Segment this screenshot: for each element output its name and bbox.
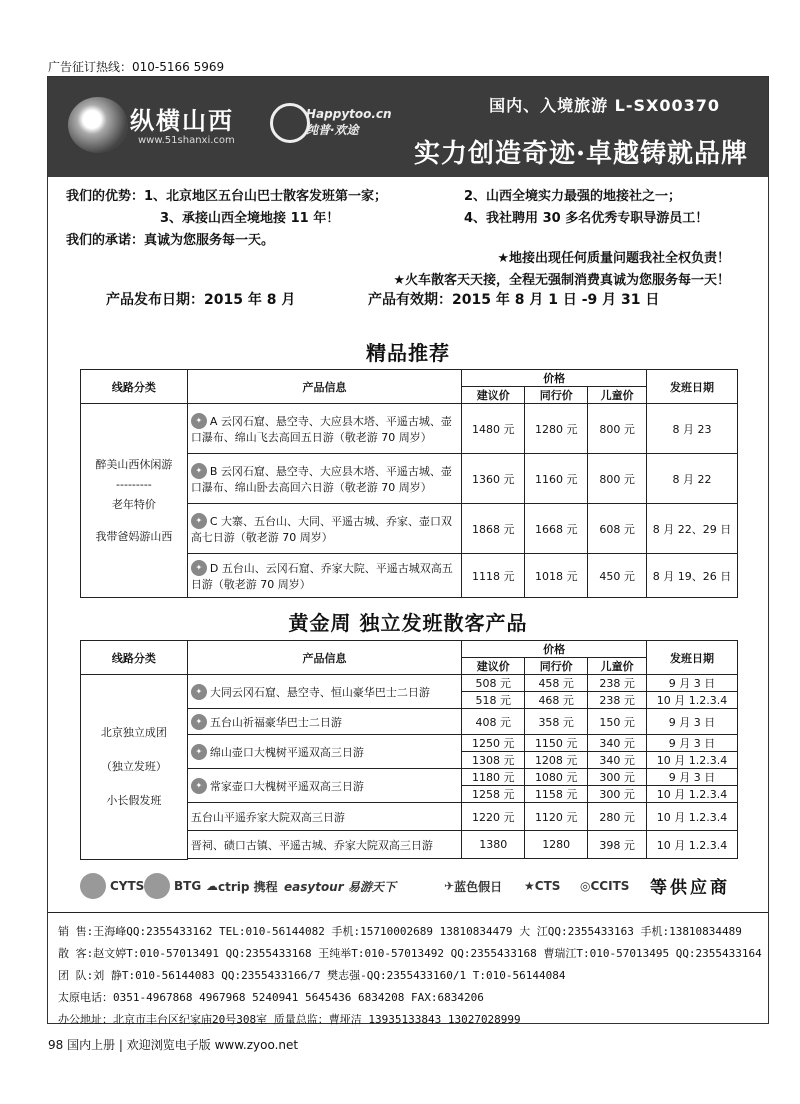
price-peer: 358 元 <box>525 709 588 735</box>
price-suggested: 408 元 <box>462 709 525 735</box>
price-suggested: 1118 元 <box>462 554 525 598</box>
price-child: 340 元 <box>588 752 647 769</box>
price-child: 300 元 <box>588 769 647 786</box>
blue-holiday-icon: ✈ <box>444 879 455 893</box>
price-child: 238 元 <box>588 675 647 692</box>
product-info: ✦ C 大寨、五台山、大同、平遥古城、乔家、壶口双高七日游（敬老游 70 周岁） <box>187 504 461 554</box>
price-peer: 1160 元 <box>525 454 588 504</box>
brand-url: www.51shanxi.com <box>138 135 235 146</box>
advantage-2: 2、山西全境实力最强的地接社之一； <box>464 189 682 204</box>
category-label: 小长假发班 <box>106 793 162 807</box>
category-label: 老年特价 <box>111 497 156 511</box>
badge-icon: ✦ <box>191 513 207 529</box>
col-suggested: 建议价 <box>462 387 525 404</box>
price-suggested: 508 元 <box>462 675 525 692</box>
category-label: （独立发班） <box>100 759 167 773</box>
price-child: 300 元 <box>588 786 647 803</box>
product-info: ✦ 五台山祈福豪华巴士二日游 <box>187 709 461 735</box>
price-suggested: 1380 <box>462 831 525 859</box>
section-title-golden-week: 黄金周 独立发班散客产品 <box>288 611 528 635</box>
product-info: 五台山平遥乔家大院双高三日游 <box>187 803 461 831</box>
brand-name: 纵横山西 <box>130 106 234 135</box>
supplier-logo: ✈ 蓝色假日 <box>444 879 503 894</box>
table-row <box>81 404 738 454</box>
col-price: 价格 <box>462 370 647 387</box>
col-info: 产品信息 <box>187 370 461 404</box>
table-row <box>81 675 738 692</box>
badge-icon: ✦ <box>191 684 207 700</box>
guarantee-1: ★地接出现任何质量问题我社全权负责！ <box>497 251 730 266</box>
price-suggested: 1180 元 <box>462 769 525 786</box>
price-child: 608 元 <box>588 504 647 554</box>
promise: 我们的承诺：真诚为您服务每一天。 <box>66 233 275 248</box>
col-category: 线路分类 <box>81 370 188 404</box>
depart-date: 8 月 19、26 日 <box>647 554 738 598</box>
product-info: ✦ A 云冈石窟、悬空寺、大应县木塔、平遥古城、壶口瀑布、绵山飞去高回五日游（敬老游 70 周岁） <box>187 404 461 454</box>
ad-hotline: 广告征订热线：010-5166 5969 <box>48 60 225 74</box>
supplier-logos <box>78 867 768 905</box>
badge-icon: ✦ <box>191 463 207 479</box>
depart-date: 9 月 3 日 <box>647 675 738 692</box>
price-peer: 468 元 <box>525 692 588 709</box>
license-number: 国内、入境旅游 L-SX00370 <box>489 96 720 115</box>
price-child: 238 元 <box>588 692 647 709</box>
supplier-logo: CYTS <box>80 871 144 901</box>
depart-date: 8 月 23 <box>647 404 738 454</box>
price-peer: 1668 元 <box>525 504 588 554</box>
supplier-logo: ◎ CCITS <box>580 879 630 893</box>
price-peer: 1120 元 <box>525 803 588 831</box>
price-peer: 1280 <box>525 831 588 859</box>
product-info: 晋祠、碛口古镇、平遥古城、乔家大院双高三日游 <box>187 831 461 859</box>
category-label: 我带爸妈游山西 <box>95 529 173 543</box>
category-label: 醉美山西休闲游 <box>95 457 173 471</box>
price-suggested: 1258 元 <box>462 786 525 803</box>
price-child: 150 元 <box>588 709 647 735</box>
price-suggested: 1360 元 <box>462 454 525 504</box>
col-suggested: 建议价 <box>462 658 525 675</box>
section-title-featured: 精品推荐 <box>366 341 450 365</box>
price-peer: 1158 元 <box>525 786 588 803</box>
depart-date: 10 月 1.2.3.4 <box>647 752 738 769</box>
badge-icon: ✦ <box>191 744 207 760</box>
advantage-1: 我们的优势：1、北京地区五台山巴士散客发班第一家； <box>66 189 388 204</box>
category-cell <box>81 404 188 598</box>
price-peer: 1208 元 <box>525 752 588 769</box>
col-peer: 同行价 <box>525 658 588 675</box>
price-suggested: 1250 元 <box>462 735 525 752</box>
page-footer: 98 国内上册 | 欢迎浏览电子版 www.zyoo.net <box>48 1038 299 1052</box>
supplier-label: 等供应商 <box>650 878 730 898</box>
price-child: 280 元 <box>588 803 647 831</box>
category-label: 北京独立成团 <box>100 725 167 739</box>
price-child: 800 元 <box>588 404 647 454</box>
depart-date: 8 月 22、29 日 <box>647 504 738 554</box>
price-suggested: 1220 元 <box>462 803 525 831</box>
depart-date: 9 月 3 日 <box>647 735 738 752</box>
col-depart: 发班日期 <box>647 641 738 675</box>
price-child: 800 元 <box>588 454 647 504</box>
ccits-icon: ◎ <box>580 879 591 893</box>
col-child: 儿童价 <box>588 387 647 404</box>
price-peer: 1280 元 <box>525 404 588 454</box>
supplier-logo: ★ CTS <box>524 879 561 893</box>
depart-date: 10 月 1.2.3.4 <box>647 692 738 709</box>
price-peer: 458 元 <box>525 675 588 692</box>
badge-icon: ✦ <box>191 714 207 730</box>
product-info: ✦ 常家壶口大槐树平遥双高三日游 <box>187 769 461 803</box>
col-price: 价格 <box>462 641 647 658</box>
depart-date: 10 月 1.2.3.4 <box>647 786 738 803</box>
product-info: ✦ D 五台山、云冈石窟、乔家大院、平遥古城双高五日游（敬老游 70 周岁） <box>187 554 461 598</box>
ad-frame <box>47 76 769 1024</box>
supplier-logo: easytour 易游天下 <box>284 879 396 894</box>
price-peer: 1018 元 <box>525 554 588 598</box>
contact-info <box>48 912 768 1026</box>
contact-group: 团 队:刘 静T:010-56144083 QQ:2355433166/7 樊志强-QQ:2355433160/1 T:010-56144084 <box>58 969 566 982</box>
supplier-logo: ☁ ctrip 携程 <box>206 879 278 894</box>
badge-icon: ✦ <box>191 413 207 429</box>
price-suggested: 1308 元 <box>462 752 525 769</box>
slogan: 实力创造奇迹·卓越铸就品牌 <box>413 139 748 169</box>
col-info: 产品信息 <box>187 641 461 675</box>
partner-mark-icon <box>270 103 310 143</box>
col-child: 儿童价 <box>588 658 647 675</box>
brand-logo <box>68 95 258 157</box>
category-divider: --------- <box>116 477 152 491</box>
depart-date: 10 月 1.2.3.4 <box>647 831 738 859</box>
advantage-3: 3、承接山西全境地接 11 年！ <box>160 211 340 226</box>
product-info: ✦ 大同云冈石窟、悬空寺、恒山豪华巴士二日游 <box>187 675 461 709</box>
product-info: ✦ B 云冈石窟、悬空寺、大应县木塔、平遥古城、壶口瀑布、绵山卧去高回六日游（敬老游 70 周岁） <box>187 454 461 504</box>
price-peer: 1080 元 <box>525 769 588 786</box>
depart-date: 9 月 3 日 <box>647 709 738 735</box>
col-category: 线路分类 <box>81 641 188 675</box>
golden-week-table <box>80 640 738 860</box>
brand-swirl-icon <box>68 97 128 153</box>
depart-date: 10 月 1.2.3.4 <box>647 803 738 831</box>
btg-icon <box>144 873 170 899</box>
price-child: 450 元 <box>588 554 647 598</box>
header-banner <box>48 77 768 177</box>
contact-individual: 散 客:赵文婷T:010-57013491 QQ:2355433168 王纯举T:010-57013492 QQ:2355433168 曹瑞江T:010-57013495 QQ:2355433164 <box>58 947 762 960</box>
guarantee-2: ★火车散客天天接，全程无强制消费真诚为您服务每一天！ <box>393 273 730 288</box>
badge-icon: ✦ <box>191 778 207 794</box>
partner-logo <box>270 99 392 149</box>
cts-star-icon: ★ <box>524 879 535 893</box>
contact-sales: 销 售:王海峰QQ:2355433162 TEL:010-56144082 手机:15710002689 13810834479 大 江QQ:2355433163 手机:13810834489 <box>58 925 742 938</box>
depart-date: 8 月 22 <box>647 454 738 504</box>
partner-name: Happytoo.cn 纯普·欢途 <box>306 107 392 137</box>
release-date: 产品发布日期：2015 年 8 月 <box>106 292 296 308</box>
col-depart: 发班日期 <box>647 370 738 404</box>
contact-address: 办公地址：北京市丰台区纪家庙20号308室 质量总监：曹垭洁 13935133843 13027028999 <box>58 1013 521 1026</box>
price-peer: 1150 元 <box>525 735 588 752</box>
category-cell <box>81 675 188 860</box>
price-suggested: 518 元 <box>462 692 525 709</box>
featured-table <box>80 369 738 598</box>
price-child: 398 元 <box>588 831 647 859</box>
contact-taiyuan: 太原电话：0351-4967868 4967968 5240941 5645436 6834208 FAX:6834206 <box>58 991 484 1004</box>
ctrip-icon: ☁ <box>206 879 218 893</box>
depart-date: 9 月 3 日 <box>647 769 738 786</box>
cyts-icon <box>80 873 106 899</box>
col-peer: 同行价 <box>525 387 588 404</box>
supplier-logo: BTG <box>144 871 201 901</box>
advantage-4: 4、我社聘用 30 多名优秀专职导游员工！ <box>464 211 709 226</box>
product-info: ✦ 绵山壶口大槐树平遥双高三日游 <box>187 735 461 769</box>
price-child: 340 元 <box>588 735 647 752</box>
valid-period: 产品有效期：2015 年 8 月 1 日 -9 月 31 日 <box>368 292 660 308</box>
price-suggested: 1868 元 <box>462 504 525 554</box>
badge-icon: ✦ <box>191 560 207 576</box>
price-suggested: 1480 元 <box>462 404 525 454</box>
